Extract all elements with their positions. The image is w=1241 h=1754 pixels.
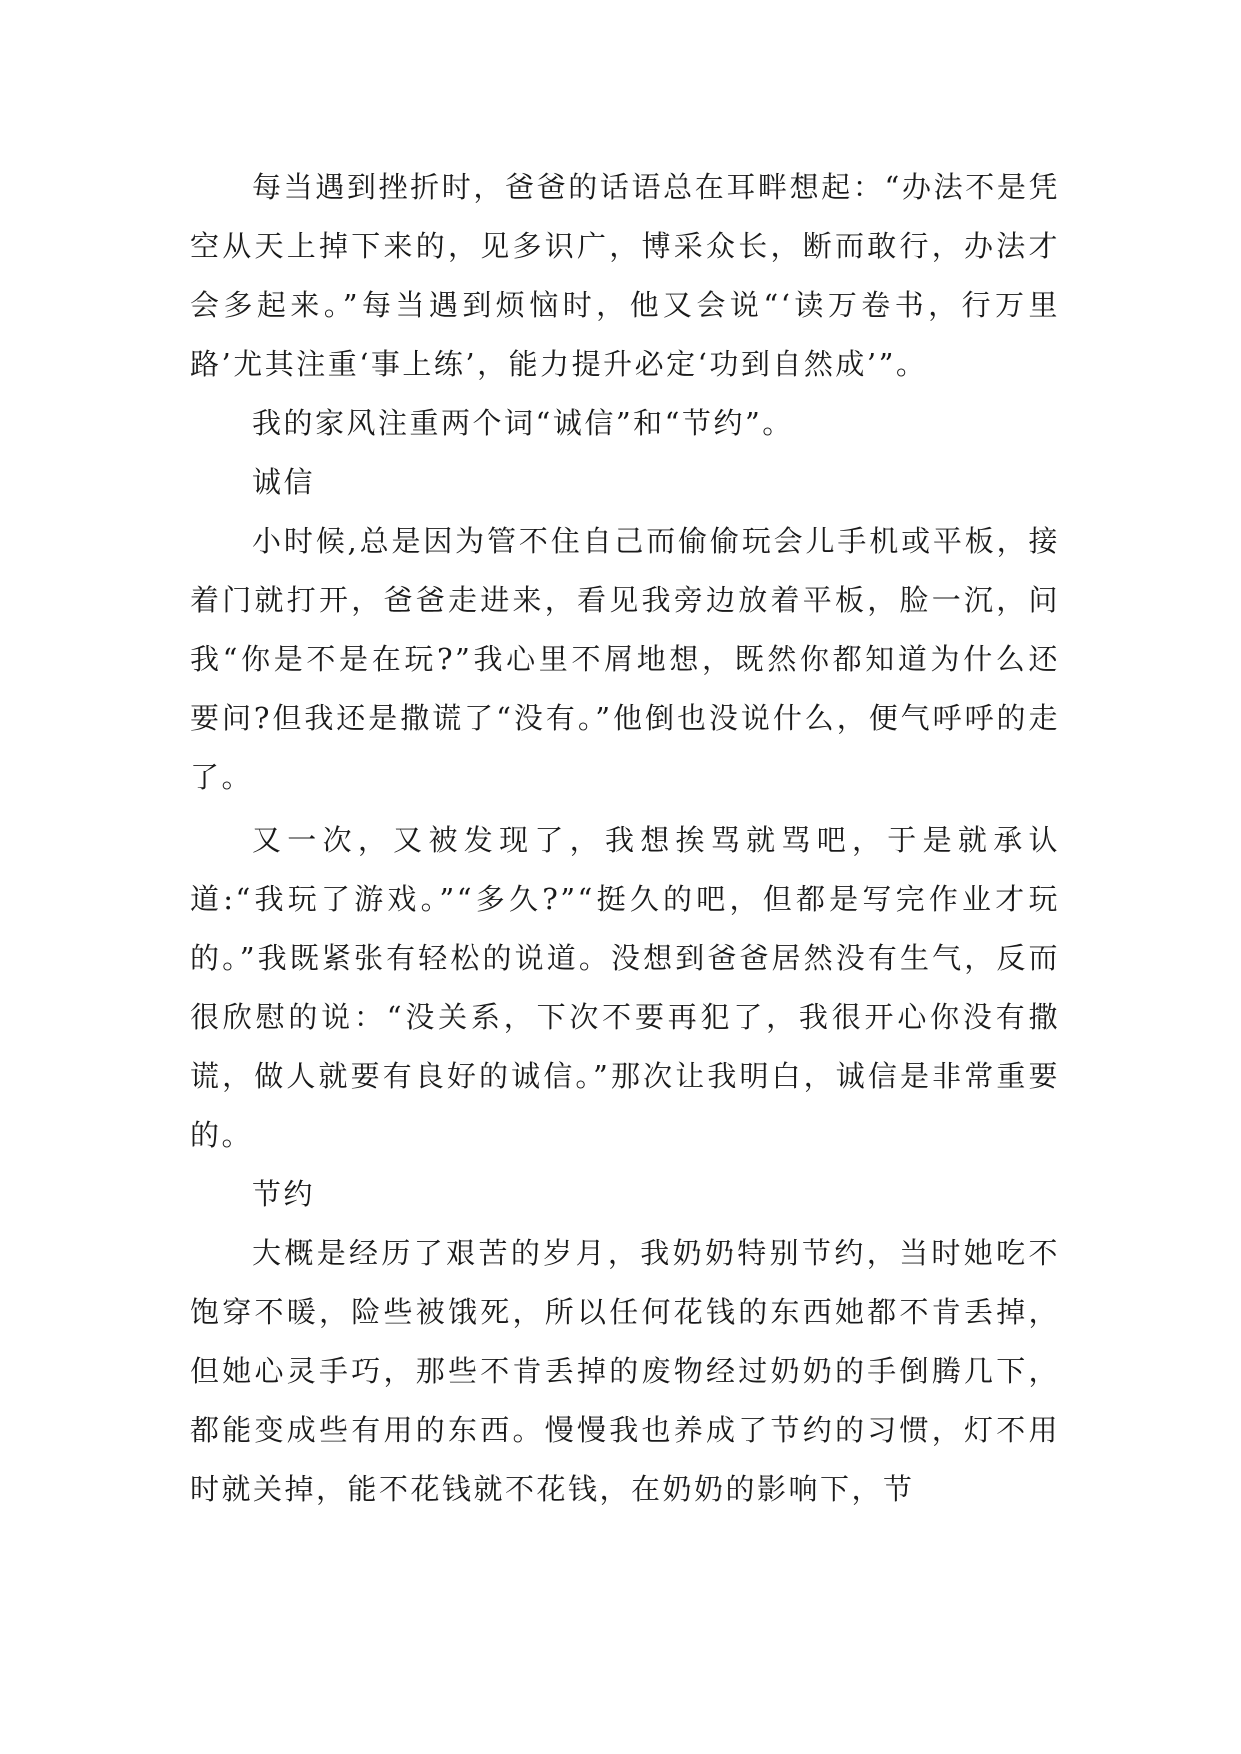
section-heading-thrift: 节约 (252, 1177, 316, 1211)
paragraph-honesty-story-1: 小时候,总是因为管不住自己而偷偷玩会儿手机或平板，接着门就打开，爸爸走进来，看见我旁边放着平板，脸一沉，问我“你是不是在玩?”我心里不屑地想，既然你都知道为什么还要问?但我还是撒谎了“没有。”他倒也没说什么，便气呼呼的走了。 (190, 524, 1060, 794)
paragraph-family-values: 我的家风注重两个词“诚信”和“节约”。 (252, 406, 794, 440)
section-heading-honesty: 诚信 (252, 465, 316, 499)
document-body (190, 158, 1060, 1519)
paragraph-honesty-story-2: 又一次，又被发现了，我想挨骂就骂吧，于是就承认道:“我玩了游戏。”“多久?”“挺久的吧，但都是写完作业才玩的。”我既紧张有轻松的说道。没想到爸爸居然没有生气，反而很欣慰的说：“没关系，下次不要再犯了，我很开心你没有撒谎，做人就要有良好的诚信。”那次让我明白，诚信是非常重要的。 (190, 823, 1060, 1152)
paragraph-thrift-story: 大概是经历了艰苦的岁月，我奶奶特别节约，当时她吃不饱穿不暖，险些被饿死，所以任何花钱的东西她都不肯丢掉，但她心灵手巧，那些不肯丢掉的废物经过奶奶的手倒腾几下，都能变成些有用的东西。慢慢我也养成了节约的习惯，灯不用时就关掉，能不花钱就不花钱，在奶奶的影响下，节 (190, 1236, 1060, 1506)
paragraph-father-words: 每当遇到挫折时，爸爸的话语总在耳畔想起：“办法不是凭空从天上掉下来的，见多识广，博采众长，断而敢行，办法才会多起来。”每当遇到烦恼时，他又会说“‘读万卷书，行万里路’尤其注重‘事上练’，能力提升必定‘功到自然成’”。 (190, 170, 1060, 381)
